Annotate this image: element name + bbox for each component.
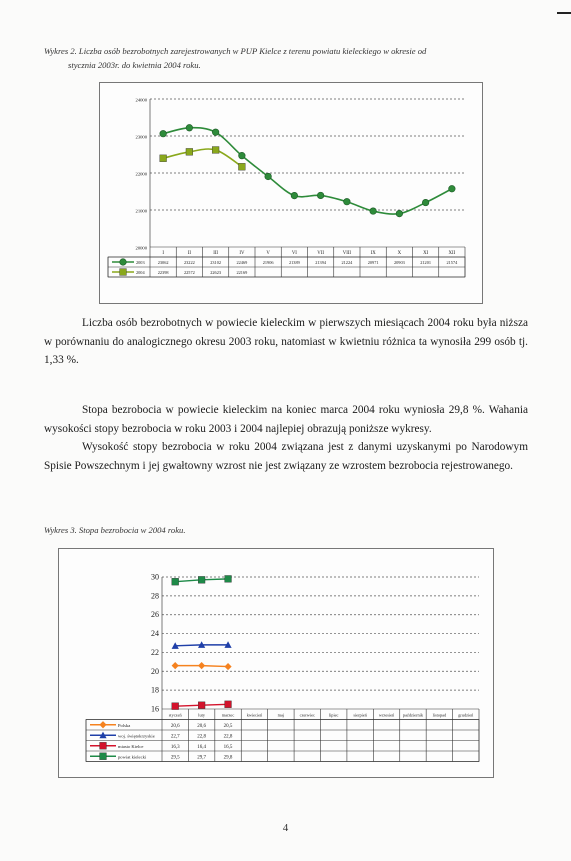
paragraph-2: Stopa bezrobocia w powiecie kieleckim na koniec marca 2004 roku wyniosła 29,8 %. Wahania wysokości stopy bezrobocia w roku 2003 i 2004 najlepiej obrazują poniższe wykresy. (44, 404, 528, 435)
table-value: 20,6 (197, 724, 206, 730)
chart1-svg (100, 83, 482, 303)
table-value: 23062 (157, 260, 169, 266)
table-value: 22,7 (170, 734, 180, 740)
data-point (212, 129, 219, 136)
data-point (186, 148, 193, 155)
y-tick-label: 16 (151, 704, 159, 714)
category-label: kwiecień (246, 712, 263, 718)
data-point (160, 130, 167, 137)
y-tick-label: 20 (151, 666, 159, 676)
series-line-0 (163, 128, 452, 214)
body-text-1 (44, 314, 528, 370)
data-point (198, 576, 205, 583)
chart2-frame (58, 548, 494, 778)
table-value: 16,5 (223, 745, 233, 751)
table-value: 22,8 (223, 734, 233, 740)
table-value: 29,7 (197, 755, 206, 761)
body-text-2 (44, 401, 528, 475)
data-point (449, 185, 456, 192)
category-label: wrzesień (378, 712, 395, 718)
table-value: 20,6 (170, 724, 180, 730)
table-value: 21574 (446, 260, 458, 266)
data-point (396, 210, 403, 217)
table-value: 20903 (394, 260, 405, 266)
data-point (160, 155, 167, 162)
y-tick-label: 22000 (135, 171, 147, 177)
legend-key-marker (120, 269, 127, 276)
table-value: 21389 (289, 260, 300, 266)
data-point (172, 703, 179, 710)
data-point (344, 198, 351, 205)
data-point (224, 663, 231, 670)
table-value: 22623 (210, 270, 221, 276)
table-value: 21906 (262, 260, 274, 266)
table-value: 16,3 (170, 745, 180, 751)
data-point (317, 192, 324, 199)
table-value: 23222 (184, 260, 195, 266)
data-point (172, 578, 179, 585)
category-label: X (397, 251, 402, 257)
y-tick-label: 21000 (135, 208, 147, 214)
y-tick-label: 24 (151, 629, 159, 639)
legend-label: woj. świętokrzyskie (118, 733, 155, 739)
data-point (172, 662, 179, 669)
scan-edge-mark (557, 12, 571, 14)
data-point (198, 702, 205, 709)
legend-key-marker (100, 753, 107, 760)
table-value: 22469 (236, 260, 248, 266)
table-value: 20971 (367, 260, 379, 266)
legend-key-marker (100, 742, 107, 749)
category-label: lipiec (328, 712, 339, 718)
category-label: czerwiec (299, 712, 315, 718)
category-label: VII (317, 251, 324, 257)
data-point (225, 701, 232, 708)
table-value: 22169 (236, 270, 248, 276)
table-value: 22572 (184, 270, 195, 276)
category-label: I (162, 251, 164, 257)
chart1-caption-line2: stycznia 2003r. do kwietnia 2004 roku. (68, 60, 201, 70)
category-label: V (266, 251, 270, 257)
category-label: październik (402, 712, 423, 718)
table-value: 21201 (420, 260, 431, 266)
legend-key-marker (99, 721, 106, 728)
category-label: maj (277, 712, 285, 718)
table-value: 22,8 (197, 734, 206, 740)
data-point (238, 163, 245, 170)
category-label: sierpień (353, 712, 367, 718)
y-tick-label: 22 (151, 647, 159, 657)
category-label: IX (370, 251, 376, 257)
table-value: 16,4 (197, 745, 206, 751)
table-value: 21394 (315, 260, 326, 266)
legend-key-marker (120, 259, 127, 266)
y-tick-label: 26 (151, 610, 159, 620)
data-point (212, 147, 219, 154)
y-tick-label: 23000 (135, 134, 147, 140)
category-label: listopad (432, 712, 447, 718)
table-value: 29,8 (223, 755, 233, 761)
legend-label: miasto Kielce (118, 744, 144, 750)
category-label: marzec (221, 712, 235, 718)
y-tick-label: 28 (151, 591, 159, 601)
chart2-svg (59, 549, 493, 777)
category-label: IV (239, 251, 245, 257)
legend-label: 2004 (136, 270, 145, 276)
chart2-caption: Wykres 3. Stopa bezrobocia w 2004 roku. (44, 525, 186, 535)
legend-label: 2003 (136, 260, 145, 266)
paragraph-1: Liczba osób bezrobotnych w powiecie kieleckim w pierwszych miesiącach 2004 roku była niższa w porównaniu do analogicznego okresu 2003 roku, natomiast w kwietniu różnica ta wynosiła 299 osób tj. 1,33 %. (44, 317, 528, 367)
data-point (370, 208, 377, 215)
category-label: XII (448, 251, 456, 257)
y-tick-label: 20000 (135, 245, 147, 251)
page-number: 4 (282, 822, 289, 834)
data-point (225, 575, 232, 582)
category-label: II (187, 251, 191, 257)
category-label: luty (198, 712, 205, 718)
legend-label: powiat kielecki (118, 754, 147, 760)
series-line-1 (163, 149, 242, 167)
category-label: XI (423, 251, 429, 257)
data-point (265, 173, 272, 180)
category-label: VI (291, 251, 297, 257)
category-label: III (213, 251, 219, 257)
table-value: 23102 (210, 260, 221, 266)
category-label: styczeń (168, 712, 182, 718)
data-point (198, 662, 205, 669)
table-value: 21224 (341, 260, 353, 266)
data-point (422, 199, 429, 206)
y-tick-label: 18 (151, 685, 159, 695)
table-value: 29,5 (170, 755, 180, 761)
legend-label: Polska (118, 723, 131, 729)
y-tick-label: 24000 (135, 97, 147, 103)
chart1-frame (99, 82, 483, 304)
table-value: 20,5 (223, 724, 233, 730)
data-point (186, 124, 193, 131)
category-label: grudzień (458, 712, 474, 718)
table-value: 22398 (157, 270, 169, 276)
data-point (291, 192, 298, 199)
chart1-caption-line1: Wykres 2. Liczba osób bezrobotnych zarejestrowanych w PUP Kielce z terenu powiatu kieleckiego w okresie od (44, 46, 427, 56)
y-tick-label: 30 (151, 572, 159, 582)
paragraph-3: Wysokość stopy bezrobocia w roku 2004 związana jest z danymi uzyskanymi po Narodowym Spisie Powszechnym i jej gwałtowny wzrost nie jest związany ze wzrostem bezrobocia rejestrowanego. (44, 441, 528, 472)
category-label: VIII (342, 251, 352, 257)
chart1-caption (44, 44, 426, 72)
data-point (239, 152, 246, 159)
